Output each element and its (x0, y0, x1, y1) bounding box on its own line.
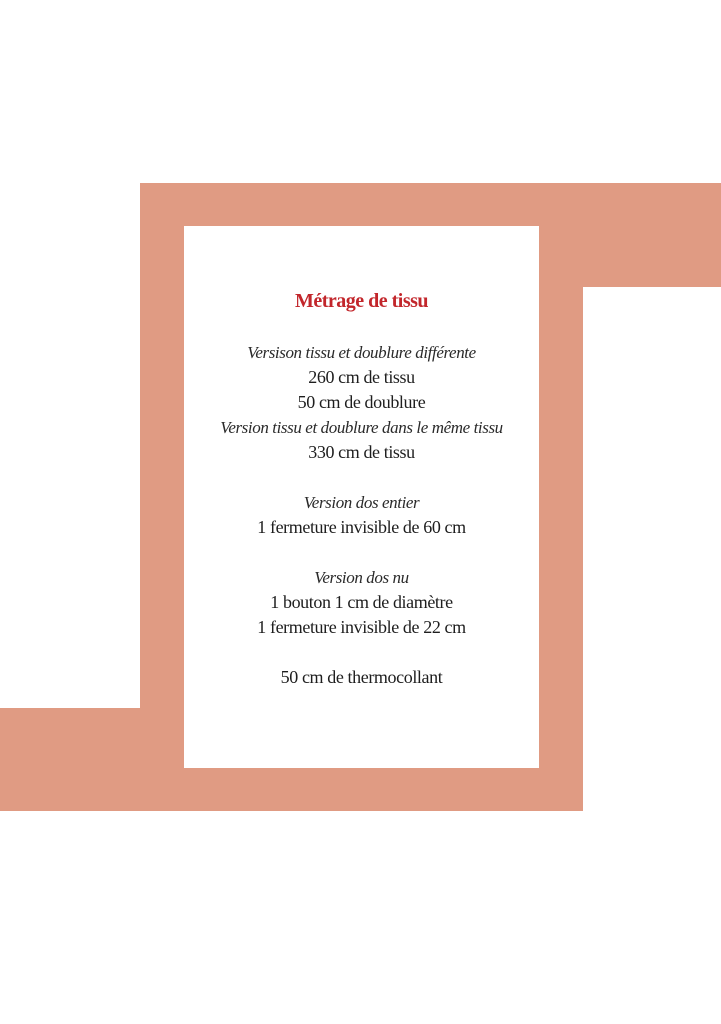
spacer (184, 540, 539, 565)
page-title: Métrage de tissu (294, 290, 429, 312)
version-label-open-back: Version dos nu (314, 568, 409, 587)
button-line: 1 bouton 1 cm de diamètre (270, 592, 453, 612)
version-label-full-back: Version dos entier (303, 493, 420, 512)
lining-amount-line: 50 cm de doublure (297, 392, 426, 412)
same-fabric-amount-line: 330 cm de tissu (308, 442, 415, 462)
version-label-different-lining: Versison tissu et doublure différente (247, 343, 476, 362)
spacer (184, 465, 539, 490)
zipper-60-line: 1 fermeture invisible de 60 cm (257, 517, 466, 537)
version-label-same-fabric: Version tissu et doublure dans le même tissu (220, 418, 503, 437)
zipper-22-line: 1 fermeture invisible de 22 cm (257, 617, 466, 637)
interfacing-line: 50 cm de thermocollant (280, 667, 443, 687)
fabric-amount-line: 260 cm de tissu (308, 367, 415, 387)
spacer (184, 640, 539, 665)
fabric-requirements-card (184, 226, 539, 768)
card-content (184, 284, 539, 690)
